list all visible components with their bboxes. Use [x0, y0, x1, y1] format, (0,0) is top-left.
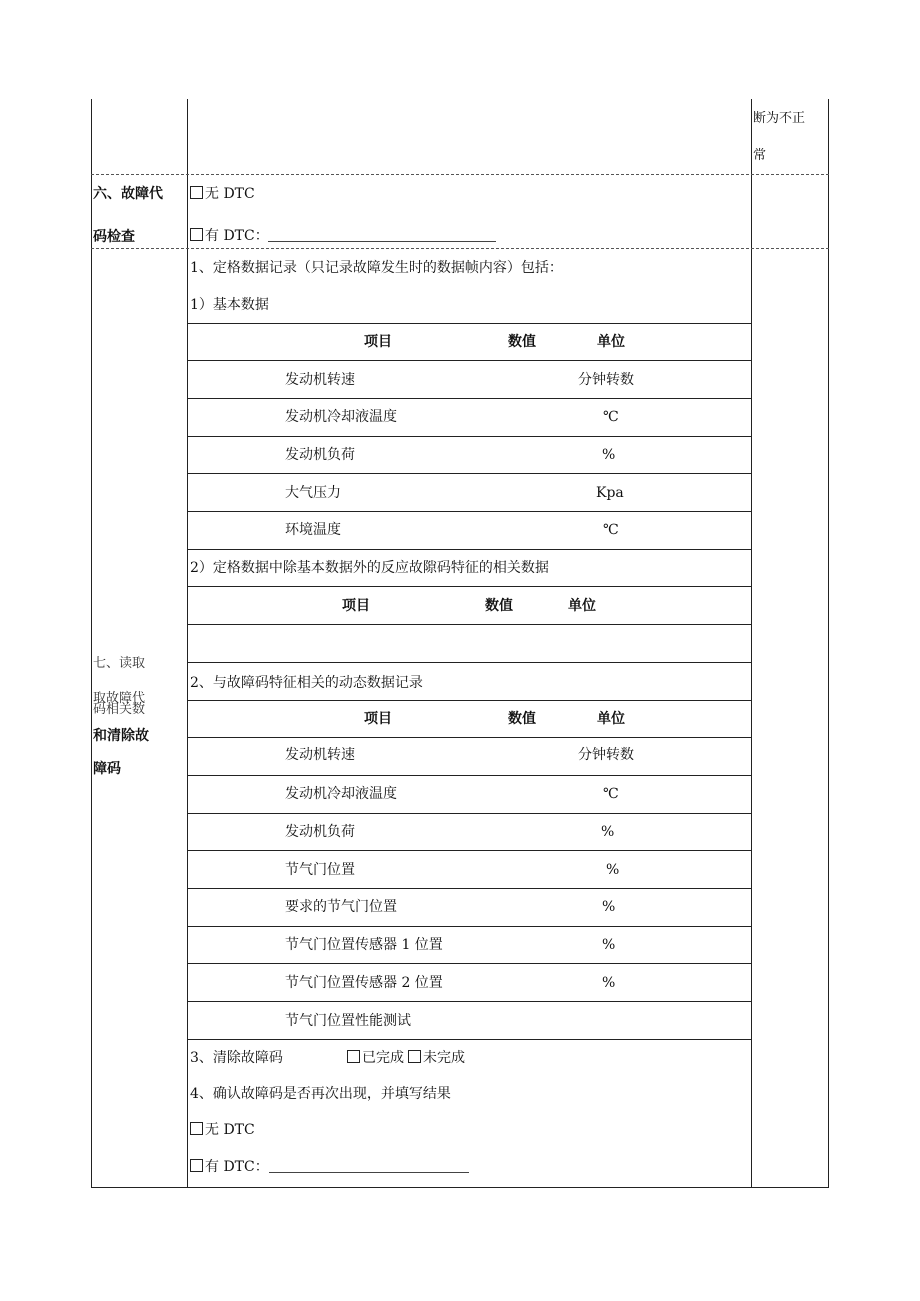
section6-dtc-input[interactable]	[268, 241, 496, 242]
basic-table-line	[187, 323, 751, 324]
checkbox[interactable]	[190, 1159, 203, 1172]
checkbox[interactable]	[408, 1050, 421, 1063]
row-divider	[91, 248, 829, 249]
basic-col-value: 数值	[508, 334, 536, 350]
dynamic-col-item: 项目	[364, 711, 392, 727]
basic-row-unit: %	[602, 447, 616, 463]
dynamic-row-item: 发动机冷却液温度	[285, 786, 397, 802]
dynamic-row-item: 要求的节气门位置	[285, 899, 397, 915]
basic-table-line	[187, 360, 751, 361]
section7-dtc-input[interactable]	[269, 1172, 469, 1173]
checkbox[interactable]	[190, 186, 203, 199]
remark-text-line1: 断为不正	[753, 111, 806, 126]
dynamic-col-unit: 单位	[597, 711, 625, 727]
basic-row-item: 大气压力	[285, 485, 341, 501]
outer-left-border	[91, 99, 92, 1188]
basic-table-line	[187, 473, 751, 474]
row-divider	[91, 174, 829, 175]
dynamic-row-unit: %	[602, 975, 616, 991]
extra-col-value: 数值	[485, 598, 513, 614]
dynamic-row-unit: 分钟转数	[578, 747, 634, 763]
dynamic-table-line	[187, 775, 751, 776]
dynamic-data-heading: 2、与故障码特征相关的动态数据记录	[190, 675, 423, 691]
dynamic-table-line	[187, 850, 751, 851]
remark-text-line2: 常	[753, 148, 767, 163]
basic-row-item: 发动机转速	[285, 372, 355, 388]
dynamic-row-unit: %	[606, 862, 620, 878]
clear-dtc-done-option[interactable]: 已完成	[347, 1050, 404, 1066]
dynamic-col-value: 数值	[508, 711, 536, 727]
section6-has-dtc-option[interactable]: 有 DTC：	[190, 228, 269, 244]
table-bottom-border	[91, 1187, 829, 1188]
remark-column-border	[751, 99, 752, 1188]
extra-col-unit: 单位	[568, 598, 596, 614]
extra-col-item: 项目	[342, 598, 370, 614]
basic-row-unit: ℃	[603, 409, 619, 425]
dynamic-row-item: 节气门位置性能测试	[285, 1013, 411, 1029]
dynamic-table-line	[187, 963, 751, 964]
section7-has-dtc-option[interactable]: 有 DTC：	[190, 1159, 269, 1175]
extra-table-line	[187, 624, 751, 625]
dynamic-row-unit: %	[602, 937, 616, 953]
dynamic-row-unit: ℃	[603, 786, 619, 802]
section7-overlap-line2: 取故障代	[93, 691, 146, 706]
section7-no-dtc-option[interactable]: 无 DTC	[190, 1122, 255, 1138]
confirm-dtc-label: 4、确认故障码是否再次出现，并填写结果	[190, 1086, 451, 1102]
dynamic-row-unit: %	[601, 824, 615, 840]
dynamic-row-item: 发动机负荷	[285, 824, 355, 840]
checkbox[interactable]	[190, 228, 203, 241]
section6-title-line2: 码检查	[93, 229, 135, 245]
basic-row-unit: ℃	[603, 522, 619, 538]
dynamic-table-line	[187, 888, 751, 889]
basic-table-line	[187, 549, 751, 550]
basic-row-unit: 分钟转数	[578, 372, 634, 388]
section6-title-line1: 六、故障代	[93, 186, 163, 202]
basic-data-heading: 1）基本数据	[190, 297, 269, 313]
dynamic-table-line	[187, 926, 751, 927]
clear-dtc-label: 3、清除故障码	[190, 1050, 283, 1066]
freeze-frame-intro: 1、定格数据记录（只记录故障发生时的数据帧内容）包括：	[190, 260, 563, 276]
dynamic-table-line	[187, 737, 751, 738]
basic-table-line	[187, 398, 751, 399]
dynamic-row-item: 节气门位置传感器 1 位置	[285, 937, 443, 953]
label-column-border	[187, 99, 188, 1188]
section7-title-line2: 障码	[93, 761, 121, 777]
dynamic-row-item: 发动机转速	[285, 747, 355, 763]
basic-col-unit: 单位	[597, 334, 625, 350]
outer-right-border	[828, 99, 829, 1188]
section7-overlap-line3: 码相关数	[93, 702, 146, 717]
basic-row-item: 发动机负荷	[285, 447, 355, 463]
section6-no-dtc-option[interactable]: 无 DTC	[190, 186, 255, 202]
basic-table-line	[187, 511, 751, 512]
extra-table-line	[187, 586, 751, 587]
basic-row-unit: Kpa	[596, 485, 624, 501]
section7-title-line1: 和清除故	[93, 728, 149, 744]
clear-dtc-not-done-option[interactable]: 未完成	[408, 1050, 465, 1066]
dynamic-row-item: 节气门位置	[285, 862, 355, 878]
dynamic-row-item: 节气门位置传感器 2 位置	[285, 975, 443, 991]
section7-overlap-line1: 七、读取	[93, 656, 146, 671]
basic-table-line	[187, 436, 751, 437]
checkbox[interactable]	[190, 1122, 203, 1135]
checkbox[interactable]	[347, 1050, 360, 1063]
basic-col-item: 项目	[364, 334, 392, 350]
dynamic-row-unit: %	[602, 899, 616, 915]
dynamic-table-line	[187, 700, 751, 701]
dynamic-table-line	[187, 1001, 751, 1002]
basic-row-item: 环境温度	[285, 522, 341, 538]
dynamic-table-line	[187, 1039, 751, 1040]
extra-table-line	[187, 662, 751, 663]
extra-data-heading: 2）定格数据中除基本数据外的反应故隙码特征的相关数据	[190, 560, 549, 576]
dynamic-table-line	[187, 813, 751, 814]
basic-row-item: 发动机冷却液温度	[285, 409, 397, 425]
